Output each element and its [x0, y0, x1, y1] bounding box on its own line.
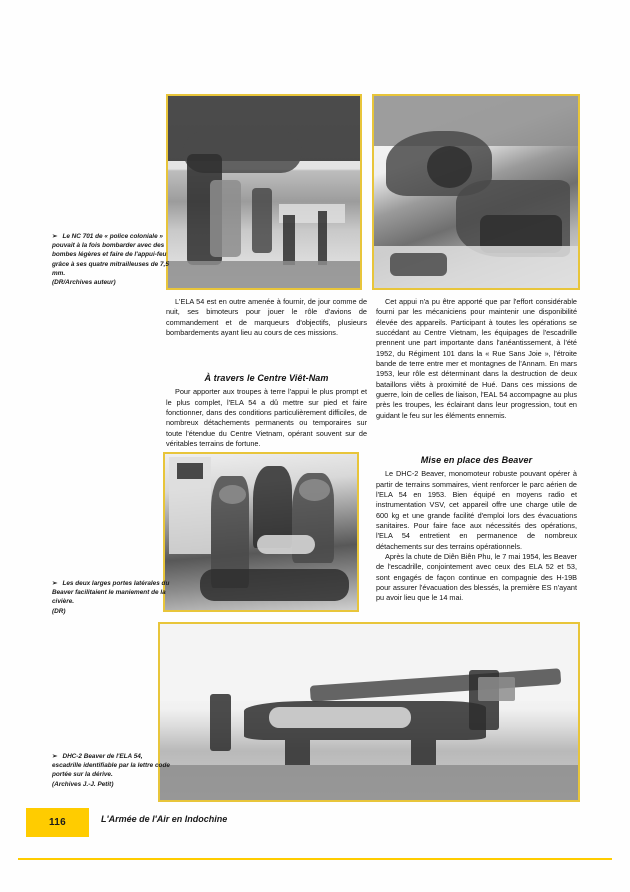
footer-rule: [18, 858, 612, 860]
caption-nc-701: [52, 232, 172, 287]
paragraph: Le DHC-2 Beaver, monomoteur robuste pouvant opérer à partir de terrains sommaires, vient renforcer le parc aérien de l'ELA 54 en 1953. Bien équipé en moyens radio et instrumentation VSV, cet appareil offre une charge utile de 600 kg et une grande facilité d'emploi lors des évacuations sanitaires. Pour faire face aux nécessités des opérations, l'ELA 54 entretient en permanence de nombreux détachements sur des terrains opérationnels.: [376, 469, 577, 551]
caption-text: Les deux larges portes latérales du Beaver facilitaient le maniement de la civière.: [52, 580, 170, 606]
text-column-left-bottom: [166, 373, 367, 449]
text-column-right-top: [376, 297, 577, 421]
caption-text: DHC-2 Beaver de l'ELA 54, escadrille identifiable par la lettre code portée sur la dérive.: [52, 753, 170, 779]
caption-arrow-icon: ➢: [52, 580, 58, 587]
caption-credit: (DR/Archives auteur): [52, 279, 116, 287]
footer-book-title: L'Armée de l'Air en Indochine: [101, 814, 228, 824]
page-number: 116: [48, 817, 67, 828]
paragraph: Pour apporter aux troupes à terre l'appui le plus prompt et le plus complet, l'ELA 54 a dû mettre sur pied et faire fonctionner, dans des conditions particulièrement difficiles, de nombreux détachements permanents ou temporaires sur toute l'étendue du Centre Vietnam, opérant souvent sur de véritables terrains de fortune.: [166, 387, 367, 449]
text-column-right-bottom: [376, 455, 577, 604]
photo-aircraft-nose-detail: [372, 94, 580, 290]
photo-image: [168, 96, 360, 288]
caption-text: Le NC 701 de « police coloniale » pouvait à la fois bombarder avec des bombes légères et faire de l'appui-feu grâce à ses quatre mitrailleuses de 7,5 mm.: [52, 233, 169, 277]
caption-arrow-icon: ➢: [52, 233, 58, 240]
photo-nc-701-loading-bombs: [166, 94, 362, 290]
caption-beaver-doors: [52, 579, 172, 616]
paragraph: Cet appui n'a pu être apporté que par l'effort considérable fourni par les mécaniciens pour maintenir une disponibilité élevée des appareils. Participant à toutes les opérations se succédant au Centre Vietnam, les équipages de l'escadrille prennent une part importante dans l'anéantissement, à l'été 1952, du Régiment 101 dans la « Rue Sans Joie », l'étroite bande de terre entre mer et montagnes de l'Annam. En mars 1953, leur rôle est déterminant dans la destruction de deux bataillons viêts à proximité de Hué. Dans ces missions de guerre, loin de celles de liaison, l'EAL 54 accompagne au plus près les troupes, les éclairant dans leur progression, tout en guidant le feu sur les éléments ennemis.: [376, 297, 577, 420]
section-heading-mise-en-place-des-beaver: Mise en place des Beaver: [420, 455, 533, 465]
photo-image: [374, 96, 578, 288]
caption-credit: (DR): [52, 607, 66, 615]
paragraph: L'ELA 54 est en outre amenée à fournir, de jour comme de nuit, ses bimoteurs pour jouer le rôle d'avions de commandement et de marqueurs d'objectifs, plusieurs bombardements ayant lieu au cours de ces missions.: [166, 297, 367, 338]
caption-arrow-icon: ➢: [52, 753, 58, 760]
text-column-left-top: [166, 297, 367, 338]
photo-image: [165, 454, 357, 610]
photo-dhc-2-beaver-on-airfield: [158, 622, 580, 802]
paragraph: Après la chute de Diên Biên Phu, le 7 mai 1954, les Beaver de l'escadrille, conjointement avec ceux des ELA 52 et 53, sont engagés de façon continue en compagnie des H-19B pour assurer l'évacuation des blessés, la première ES n'ayant pu avoir lieu que le 14 mai.: [376, 552, 577, 603]
photo-beaver-stretcher-loading: [163, 452, 359, 612]
photo-image: [160, 624, 578, 800]
caption-dhc-2-beaver: [52, 752, 172, 789]
caption-credit: (Archives J.-J. Petit): [52, 780, 114, 788]
section-heading-a-travers-le-centre-viet-nam: À travers le Centre Viêt-Nam: [204, 373, 329, 383]
